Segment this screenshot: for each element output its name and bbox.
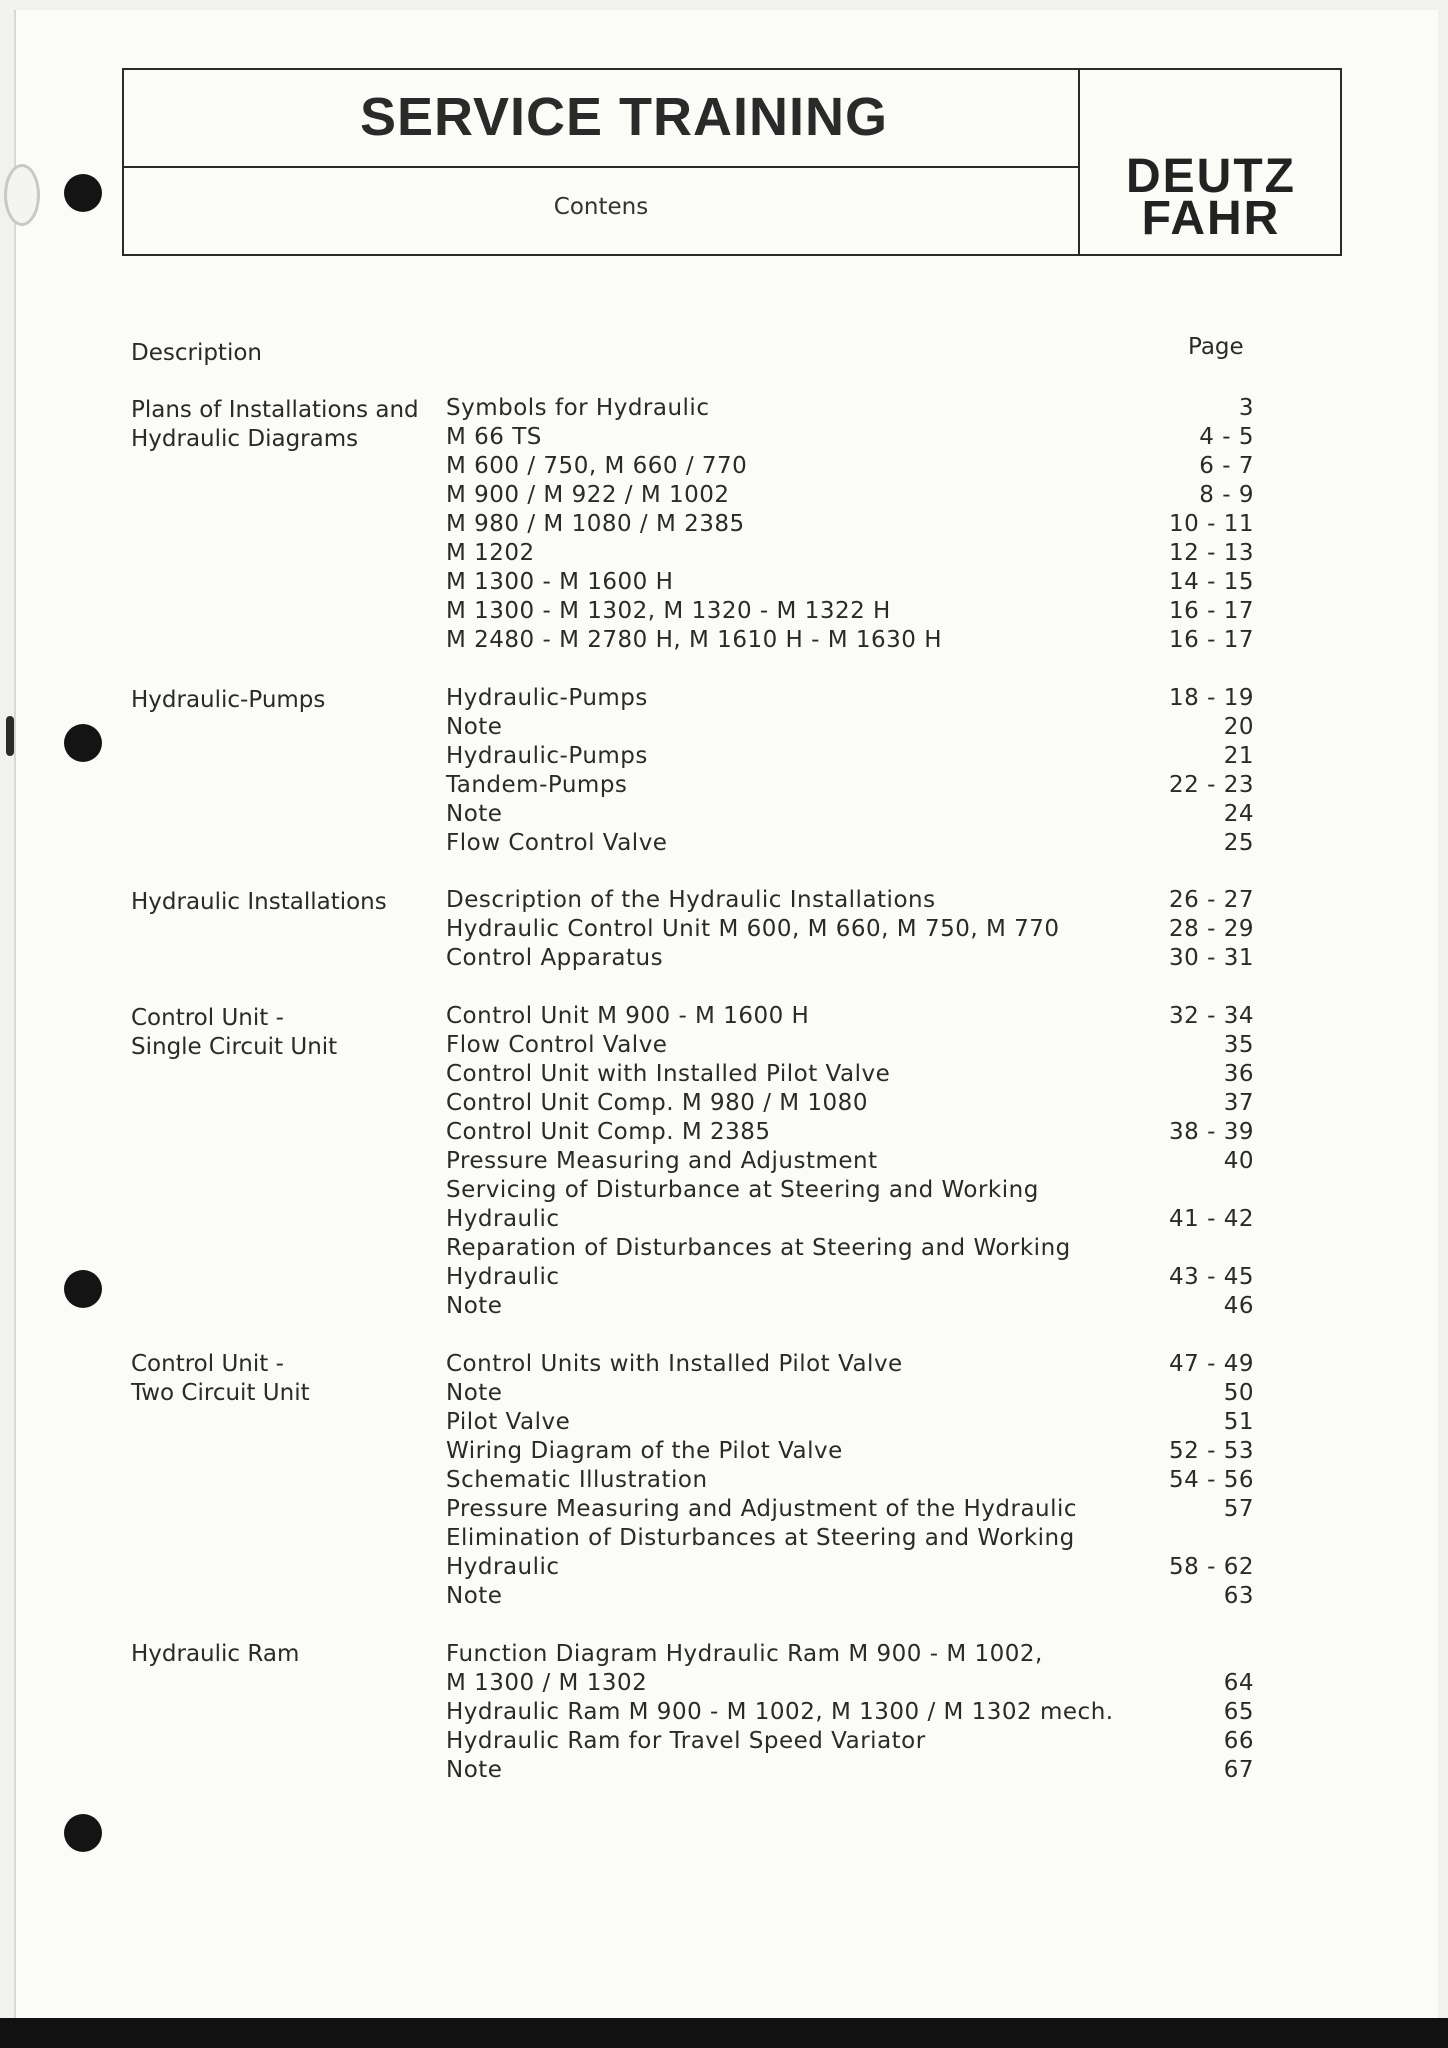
toc-entry: M 66 TS 4 - 5 [446, 424, 1254, 450]
toc-entry-list [446, 684, 1254, 858]
toc-section-label: Control Unit - Two Circuit Unit [131, 1351, 310, 1406]
toc-entry: Hydraulic Ram M 900 - M 1002, M 1300 / M 1302 mech. 65 [446, 1699, 1254, 1725]
toc-entry: Tandem-Pumps 22 - 23 [446, 772, 1254, 798]
toc-entry-list [446, 1002, 1254, 1321]
toc-entry: Flow Control Valve 35 [446, 1032, 1254, 1058]
header-box [122, 68, 1342, 256]
page-edge-curl [4, 164, 40, 226]
toc-entry: Hydraulic-Pumps 18 - 19 [446, 685, 1254, 711]
toc-entry: Hydraulic Ram for Travel Speed Variator 66 [446, 1728, 1254, 1754]
toc-entry: Hydraulic 58 - 62 [446, 1554, 1254, 1580]
toc-entry: Hydraulic-Pumps 21 [446, 743, 1254, 769]
toc-entry: Wiring Diagram of the Pilot Valve 52 - 53 [446, 1438, 1254, 1464]
toc-entry-list [446, 1640, 1254, 1785]
punch-hole [64, 1814, 102, 1852]
toc-entry: M 1202 12 - 13 [446, 540, 1254, 566]
toc-entry: Pressure Measuring and Adjustment 40 [446, 1148, 1254, 1174]
toc-entry: Control Unit M 900 - M 1600 H 32 - 34 [446, 1003, 1254, 1029]
page-edge-mark [6, 716, 14, 756]
toc-entry-list [446, 1350, 1254, 1611]
toc-entry: Description of the Hydraulic Installations 26 - 27 [446, 887, 1254, 913]
toc-entry: Control Unit Comp. M 980 / M 1080 37 [446, 1090, 1254, 1116]
toc-entry: M 2480 - M 2780 H, M 1610 H - M 1630 H 16 - 17 [446, 627, 1254, 653]
toc-entry: M 1300 - M 1600 H 14 - 15 [446, 569, 1254, 595]
toc-column-page: Page [1188, 334, 1244, 360]
toc-entry: Control Unit with Installed Pilot Valve 36 [446, 1061, 1254, 1087]
logo-line-1: DEUTZ [1126, 150, 1296, 203]
toc-entry-list [446, 394, 1254, 655]
toc-entry: Control Unit Comp. M 2385 38 - 39 [446, 1119, 1254, 1145]
toc-entry: Symbols for Hydraulic 3 [446, 395, 1254, 421]
toc-entry: M 600 / 750, M 660 / 770 6 - 7 [446, 453, 1254, 479]
header-divider-horizontal [124, 166, 1078, 168]
toc-entry: Note 63 [446, 1583, 1254, 1609]
toc-section-label: Control Unit - Single Circuit Unit [131, 1005, 338, 1060]
toc-entry: Servicing of Disturbance at Steering and Working [446, 1177, 1039, 1203]
toc-entry: Pilot Valve 51 [446, 1409, 1254, 1435]
punch-hole [64, 724, 102, 762]
toc-entry: Note 50 [446, 1380, 1254, 1406]
toc-section-label: Hydraulic Installations [131, 889, 387, 915]
toc-entry: Hydraulic 41 - 42 [446, 1206, 1254, 1232]
toc-section-label: Hydraulic Ram [131, 1641, 300, 1667]
toc-section-label: Hydraulic-Pumps [131, 687, 326, 713]
toc-entry: Note 20 [446, 714, 1254, 740]
toc-entry: Hydraulic Control Unit M 600, M 660, M 750, M 770 28 - 29 [446, 916, 1254, 942]
toc-entry: Reparation of Disturbances at Steering and Working [446, 1235, 1071, 1261]
toc-entry: Hydraulic 43 - 45 [446, 1264, 1254, 1290]
toc-entry: Flow Control Valve 25 [446, 830, 1254, 856]
toc-entry: Control Apparatus 30 - 31 [446, 945, 1254, 971]
toc-entry: Elimination of Disturbances at Steering and Working [446, 1525, 1075, 1551]
toc-section-label: Plans of Installations and Hydraulic Diagrams [131, 397, 419, 452]
toc-entry: Note 24 [446, 801, 1254, 827]
toc-entry: M 1300 / M 1302 64 [446, 1670, 1254, 1696]
toc-entry: M 900 / M 922 / M 1002 8 - 9 [446, 482, 1254, 508]
punch-hole [64, 174, 102, 212]
toc-entry: M 980 / M 1080 / M 2385 10 - 11 [446, 511, 1254, 537]
toc-entry: Schematic Illustration 54 - 56 [446, 1467, 1254, 1493]
punch-hole [64, 1270, 102, 1308]
page-title: SERVICE TRAINING [359, 87, 889, 147]
toc-entry: Pressure Measuring and Adjustment of the Hydraulic 57 [446, 1496, 1254, 1522]
page-subtitle: Contens [553, 194, 649, 220]
toc-entry: M 1300 - M 1302, M 1320 - M 1322 H 16 - 17 [446, 598, 1254, 624]
toc-entry: Function Diagram Hydraulic Ram M 900 - M 1002, [446, 1641, 1043, 1667]
logo-line-2: FAHR [1141, 192, 1281, 245]
deutz-fahr-logo [1084, 150, 1338, 245]
toc-column-description: Description [131, 340, 262, 366]
scan-bottom-edge [0, 2018, 1448, 2048]
toc-entry-list [446, 886, 1254, 973]
toc-entry: Note 67 [446, 1757, 1254, 1783]
toc-entry: Control Units with Installed Pilot Valve 47 - 49 [446, 1351, 1254, 1377]
toc-entry: Note 46 [446, 1293, 1254, 1319]
